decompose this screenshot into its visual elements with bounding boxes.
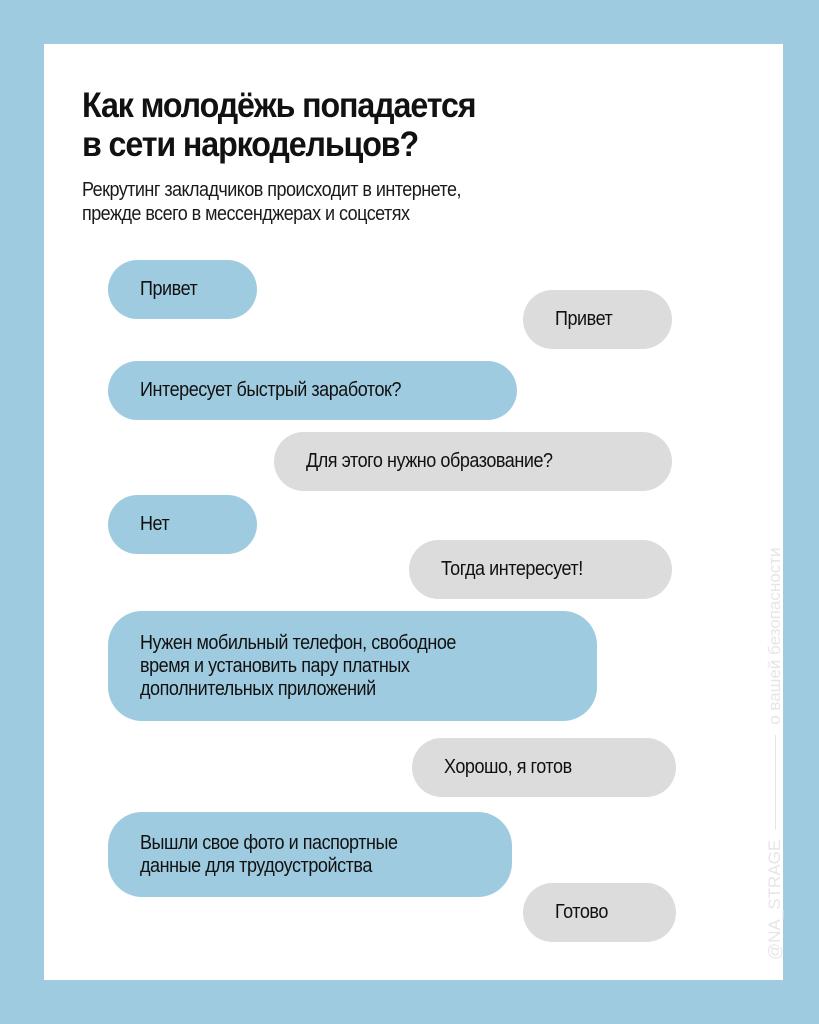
subtitle-line-1: Рекрутинг закладчиков происходит в интернете, xyxy=(82,179,461,201)
message-incoming xyxy=(108,812,512,897)
message-text: Вышли свое фото и паспортные данные для трудоустройства xyxy=(140,831,398,877)
message-text: Нужен мобильный телефон, свободное время и установить пару платных дополнительных приложений xyxy=(140,631,456,700)
message-incoming xyxy=(108,611,597,721)
message-text: Нет xyxy=(140,513,170,535)
watermark-handle: @NA_STRAGE xyxy=(765,839,784,960)
watermark xyxy=(765,548,785,961)
page-title xyxy=(82,86,475,164)
message-text: Привет xyxy=(555,308,613,330)
message-text: Тогда интересует! xyxy=(441,558,583,580)
watermark-tagline: о вашей безопасности xyxy=(765,547,784,725)
message-outgoing xyxy=(409,540,672,599)
message-outgoing xyxy=(523,883,676,942)
title-line-1: Как молодёжь попадается xyxy=(82,86,476,125)
message-text: Привет xyxy=(140,278,198,300)
message-incoming xyxy=(108,361,517,420)
title-line-2: в сети наркодельцов? xyxy=(82,125,419,164)
message-text: Готово xyxy=(555,901,608,923)
message-outgoing xyxy=(412,738,676,797)
message-outgoing xyxy=(523,290,672,349)
message-text: Хорошо, я готов xyxy=(444,756,572,778)
subtitle-line-2: прежде всего в мессенджерах и соцсетях xyxy=(82,203,410,225)
subtitle xyxy=(82,178,461,226)
watermark-divider xyxy=(775,735,776,830)
message-text: Для этого нужно образование? xyxy=(306,450,553,472)
message-incoming xyxy=(108,495,257,554)
message-outgoing xyxy=(274,432,672,491)
message-incoming xyxy=(108,260,257,319)
message-text: Интересует быстрый заработок? xyxy=(140,379,402,401)
